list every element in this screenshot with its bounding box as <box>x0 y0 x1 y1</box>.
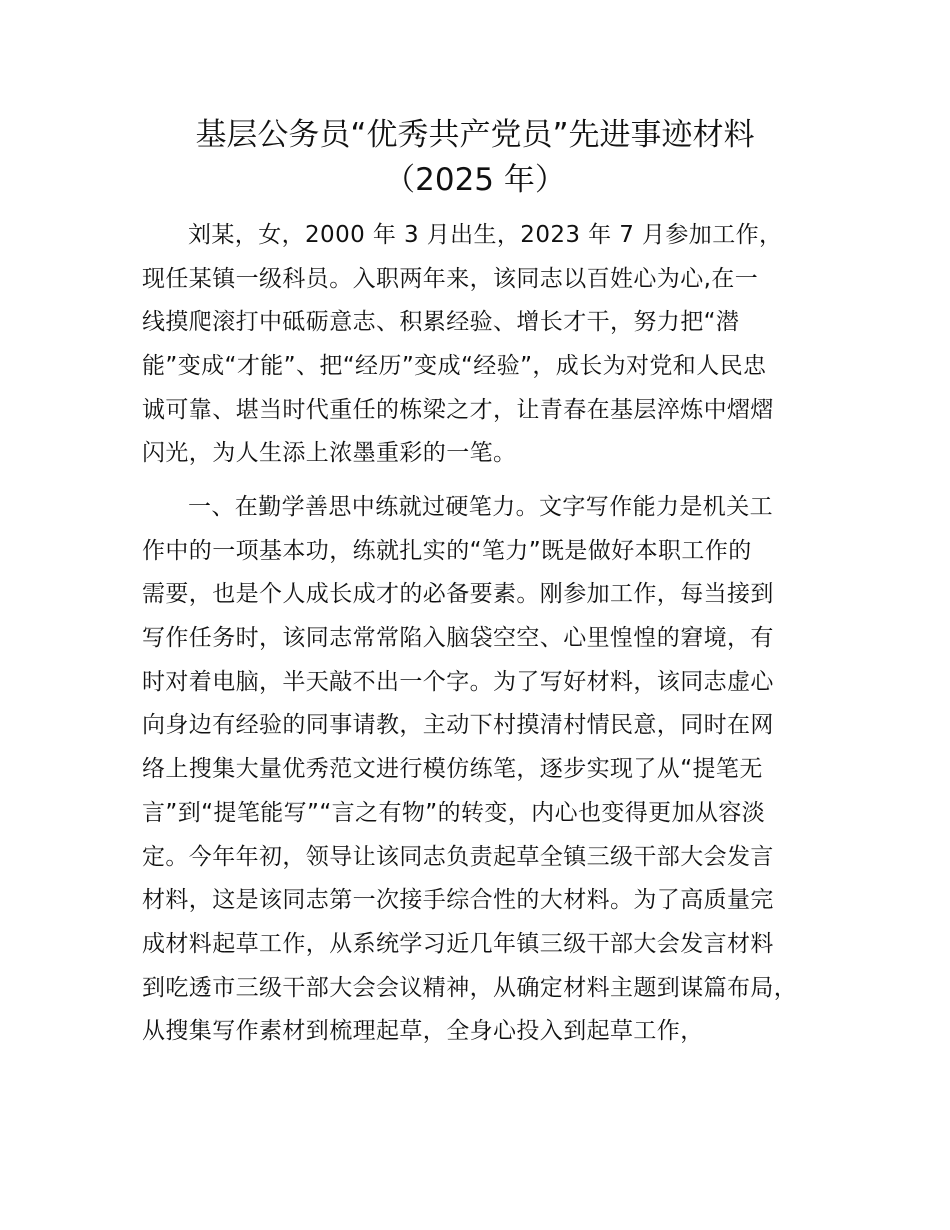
text-line: 向身边有经验的同事请教，主动下村摸清村情民意，同时在网 <box>142 712 774 739</box>
text-line: 需要，也是个人成长成才的必备要素。刚参加工作，每当接到 <box>142 581 774 608</box>
text-line: 定。今年年初，领导让该同志负责起草全镇三级干部大会发言 <box>142 843 774 870</box>
text-line: 络上搜集大量优秀范文进行模仿练笔，逐步实现了从“提笔无 <box>142 756 763 783</box>
paragraph-intro <box>142 214 842 476</box>
text-line: 成材料起草工作，从系统学习近几年镇三级干部大会发言材料 <box>142 930 774 957</box>
text-line: 闪光，为人生添上浓墨重彩的一笔。 <box>142 440 517 467</box>
text-line: 从搜集写作素材到梳理起草，全身心投入到起草工作， <box>142 1018 704 1045</box>
text-line: 一、在勤学善思中练就过硬笔力。文字写作能力是机关工 <box>188 494 773 520</box>
text-line: 写作任务时，该同志常常陷入脑袋空空、心里惶惶的窘境，有 <box>142 625 774 652</box>
text-line: 言”到“提笔能写”“言之有物”的转变，内心也变得更加从容淡 <box>142 799 766 826</box>
text-line: 能”变成“才能”、把“经历”变成“经验”，成长为对党和人民忠 <box>142 353 767 380</box>
text-line: 线摸爬滚打中砥砺意志、积累经验、增长才干，努力把“潜 <box>142 309 740 336</box>
text-line: 到吃透市三级干部大会会议精神，从确定材料主题到谋篇布局， <box>142 974 798 1001</box>
document-subtitle-year: （2025 年） <box>384 162 566 198</box>
text-line: 材料，这是该同志第一次接手综合性的大材料。为了高质量完 <box>142 887 774 914</box>
text-line: 刘某，女，2000 年 3 月出生，2023 年 7 月参加工作， <box>188 222 783 248</box>
document-title: 基层公务员“优秀共产党员”先进事迹材料 <box>195 117 755 153</box>
paragraph-section-one <box>142 486 842 1054</box>
text-line: 时对着电脑，半天敲不出一个字。为了写好材料，该同志虚心 <box>142 668 774 695</box>
text-line: 作中的一项基本功，练就扎实的“笔力”既是做好本职工作的 <box>142 537 752 564</box>
text-line: 现任某镇一级科员。入职两年来，该同志以百姓心为心,在一 <box>142 265 759 292</box>
text-line: 诚可靠、堪当时代重任的栋梁之才，让青春在基层淬炼中熠熠 <box>142 396 774 423</box>
